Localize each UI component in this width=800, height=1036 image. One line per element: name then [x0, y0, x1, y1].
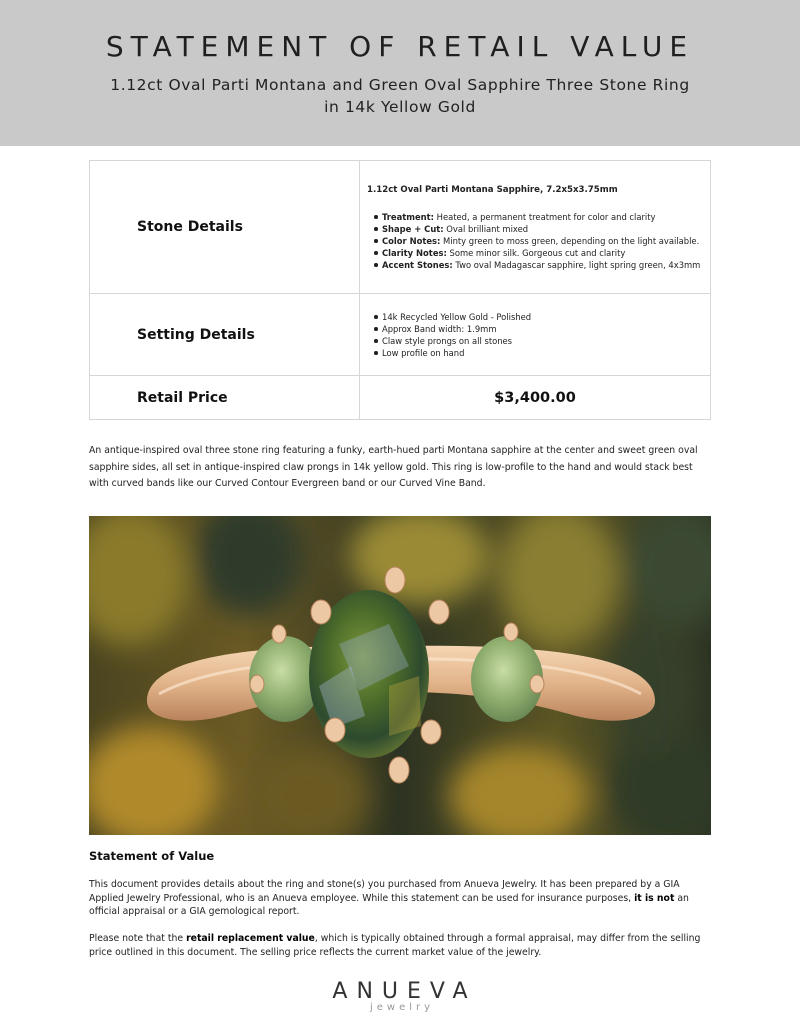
statement-paragraph-2: Please note that the retail replacement value, which is typically obtained through a formal appraisal, may differ from the selling price outlined in this document. The selling price reflects the current market value of the jewelry. — [89, 933, 701, 958]
statement-title: Statement of Value — [89, 849, 215, 863]
setting-details-label: Setting Details — [90, 294, 360, 376]
list-item: Color Notes: Minty green to moss green, depending on the light available. — [374, 235, 702, 247]
logo-subtext: jewelry — [369, 1002, 435, 1013]
list-item: Treatment: Heated, a permanent treatment for color and clarity — [374, 211, 702, 223]
setting-details-row — [90, 294, 711, 376]
list-item: Claw style prongs on all stones — [374, 335, 702, 347]
product-title: 1.12ct Oval Parti Montana and Green Oval Sapphire Three Stone Ring in 14k Yellow Gold — [110, 76, 690, 116]
ring-photo — [89, 516, 711, 835]
stone-details-label: Stone Details — [90, 161, 360, 294]
retail-price-value: $3,400.00 — [360, 376, 711, 420]
anueva-logo — [300, 979, 500, 1013]
list-item: Approx Band width: 1.9mm — [374, 323, 702, 335]
details-table — [89, 160, 711, 420]
setting-details-value — [360, 294, 711, 376]
retail-price-label: Retail Price — [90, 376, 360, 420]
ring-illustration — [89, 516, 711, 835]
statement-paragraph-1: This document provides details about the ring and stone(s) you purchased from Anueva Jewelry. It has been prepared by a GIA Applied Jewelry Professional, who is an Anueva employee. While this statement can be used for insurance purposes, it is not an official appraisal or a GIA gemological report. — [89, 879, 689, 917]
logo-wordmark: ANUEVA — [332, 979, 477, 1004]
list-item: Shape + Cut: Oval brilliant mixed — [374, 223, 702, 235]
page-header — [0, 0, 800, 146]
list-item: Clarity Notes: Some minor silk. Gorgeous cut and clarity — [374, 247, 702, 259]
list-item: Accent Stones: Two oval Madagascar sapphire, light spring green, 4x3mm — [374, 259, 702, 271]
stone-details-row — [90, 161, 711, 294]
stone-heading: 1.12ct Oval Parti Montana Sapphire, 7.2x5x3.75mm — [367, 184, 618, 195]
setting-details-list — [367, 311, 702, 359]
list-item: Low profile on hand — [374, 347, 702, 359]
stone-details-value — [360, 161, 711, 294]
document-title: STATEMENT OF RETAIL VALUE — [105, 30, 695, 63]
list-item: 14k Recycled Yellow Gold - Polished — [374, 311, 702, 323]
retail-price-row — [90, 376, 711, 420]
stone-details-list — [367, 211, 702, 271]
product-description: An antique-inspired oval three stone ring featuring a funky, earth-hued parti Montana sapphire at the center and sweet green oval sapphire sides, all set in antique-inspired claw prongs in 14k yellow gold. This ring is low-profile to the hand and would stack best with curved bands like our Curved Contour Evergreen band or our Curved Vine Band. — [89, 445, 698, 489]
